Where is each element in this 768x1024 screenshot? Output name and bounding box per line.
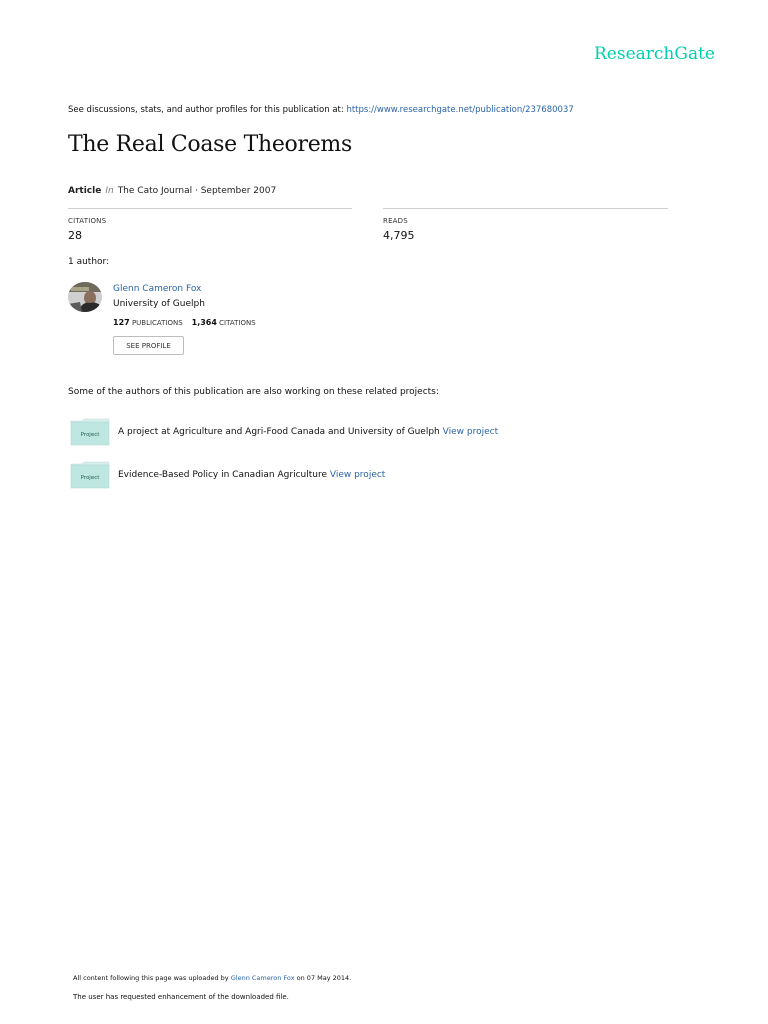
author-institution[interactable]: University of Guelph xyxy=(113,299,205,309)
project-folder-label: Project xyxy=(80,432,100,438)
reads-divider xyxy=(383,208,668,209)
in-label: In xyxy=(105,186,114,196)
publication-date: September 2007 xyxy=(200,186,277,196)
project-folder-icon xyxy=(70,418,110,446)
view-project-2-link[interactable]: View project xyxy=(329,470,386,480)
project-folder-icon xyxy=(70,461,110,489)
project-item-2 xyxy=(118,470,385,480)
citations-label: CITATIONS xyxy=(68,217,107,225)
upload-suffix: on 07 May 2014. xyxy=(296,974,352,982)
author-photo-icon xyxy=(68,282,102,312)
author-publications-label: PUBLICATIONS xyxy=(131,319,183,327)
publication-title: The Real Coase Theorems xyxy=(68,132,352,157)
related-projects-heading: Some of the authors of this publication are also working on these related projects: xyxy=(68,387,439,397)
author-publications-count: 127 xyxy=(113,318,130,327)
discussion-prefix: See discussions, stats, and author profiles for this publication at: xyxy=(68,105,347,115)
project-folder-label: Project xyxy=(80,475,100,481)
authors-heading: 1 author: xyxy=(68,257,110,267)
meta-separator: · xyxy=(192,186,201,196)
enhancement-note: The user has requested enhancement of the downloaded file. xyxy=(73,993,289,1001)
author-name-link[interactable]: Glenn Cameron Fox xyxy=(113,284,202,294)
project-item-1 xyxy=(118,427,498,437)
researchgate-logo[interactable]: ResearchGate xyxy=(594,44,715,64)
publication-type: Article xyxy=(68,186,102,196)
citations-divider xyxy=(68,208,352,209)
citations-value[interactable]: 28 xyxy=(68,229,82,242)
upload-prefix: All content following this page was uploaded by xyxy=(73,974,229,982)
publication-url-link[interactable]: https://www.researchgate.net/publication/237680037 xyxy=(346,105,574,115)
reads-value[interactable]: 4,795 xyxy=(383,229,415,242)
journal-name[interactable]: The Cato Journal xyxy=(117,186,193,196)
author-citations-count: 1,364 xyxy=(191,318,217,327)
author-citations-label: CITATIONS xyxy=(219,319,256,327)
project-2-title: Evidence-Based Policy in Canadian Agriculture xyxy=(118,470,327,480)
publication-meta xyxy=(68,186,276,196)
project-1-title: A project at Agriculture and Agri-Food Canada and University of Guelph xyxy=(118,427,440,437)
author-avatar[interactable] xyxy=(68,282,102,312)
uploader-link[interactable]: Glenn Cameron Fox xyxy=(230,974,295,982)
author-stats xyxy=(113,318,256,327)
view-project-1-link[interactable]: View project xyxy=(442,427,499,437)
upload-note xyxy=(73,974,351,982)
discussion-line xyxy=(68,105,574,115)
reads-label: READS xyxy=(383,217,408,225)
see-profile-button[interactable]: SEE PROFILE xyxy=(113,336,184,355)
